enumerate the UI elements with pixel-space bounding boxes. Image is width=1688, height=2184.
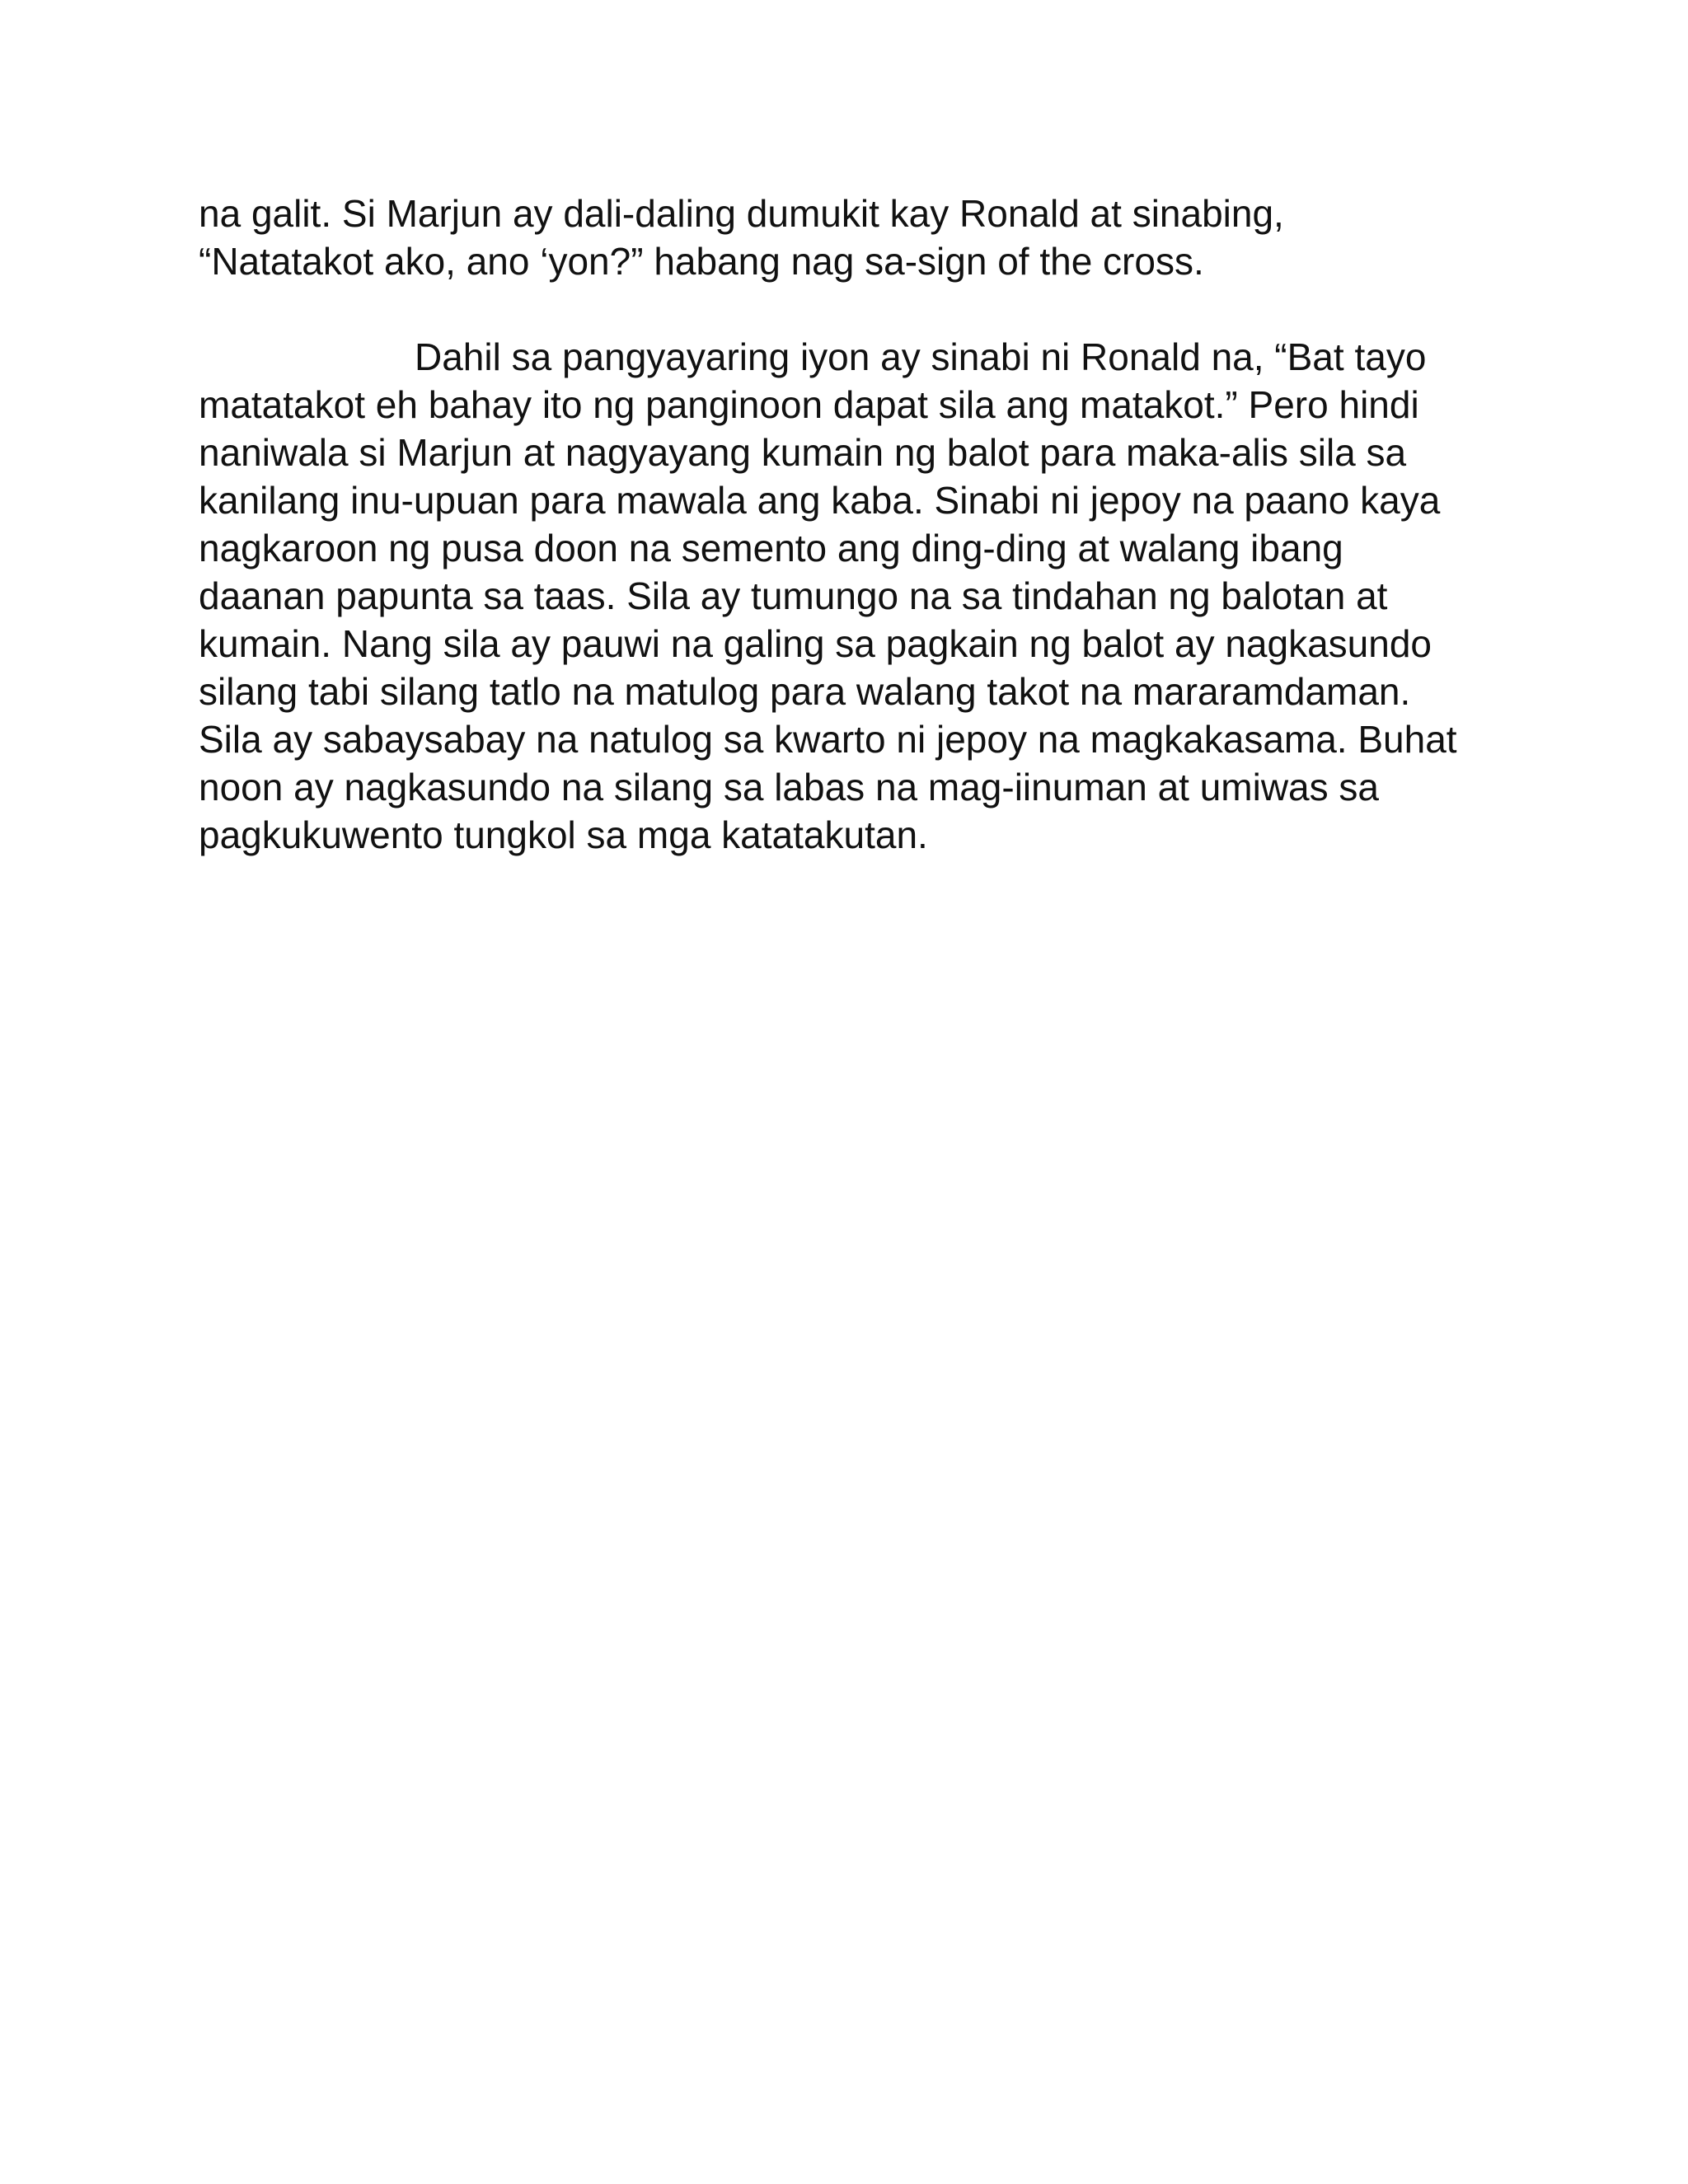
text-line: Sila ay sabaysabay na natulog sa kwarto ni jepoy na magkakasama. Buhat	[199, 718, 1457, 761]
text-line: matatakot eh bahay ito ng panginoon dapat sila ang matakot.” Pero hindi	[199, 383, 1419, 426]
text-line-indented: Dahil sa pangyayaring iyon ay sinabi ni Ronald na, “Bat tayo	[415, 335, 1427, 378]
text-line: silang tabi silang tatlo na matulog para walang takot na mararamdaman.	[199, 670, 1411, 713]
text-line: “Natatakot ako, ano ‘yon?” habang nag sa-sign of the cross.	[199, 240, 1204, 283]
text-line: nagkaroon ng pusa doon na semento ang ding-ding at walang ibang	[199, 527, 1343, 569]
paragraph-2	[199, 333, 1534, 859]
body-text	[199, 190, 1534, 859]
text-line: kumain. Nang sila ay pauwi na galing sa pagkain ng balot ay nagkasundo	[199, 622, 1432, 665]
text-line: noon ay nagkasundo na silang sa labas na mag-iinuman at umiwas sa	[199, 766, 1379, 808]
text-line: pagkukuwento tungkol sa mga katatakutan.	[199, 813, 928, 856]
text-line: na galit. Si Marjun ay dali-daling dumukit kay Ronald at sinabing,	[199, 192, 1284, 235]
text-line: daanan papunta sa taas. Sila ay tumungo na sa tindahan ng balotan at	[199, 574, 1388, 617]
paragraph-1	[199, 190, 1534, 285]
paragraph-spacer	[199, 285, 1534, 333]
text-line: naniwala si Marjun at nagyayang kumain ng balot para maka-alis sila sa	[199, 431, 1407, 474]
text-line: kanilang inu-upuan para mawala ang kaba. Sinabi ni jepoy na paano kaya	[199, 479, 1441, 522]
